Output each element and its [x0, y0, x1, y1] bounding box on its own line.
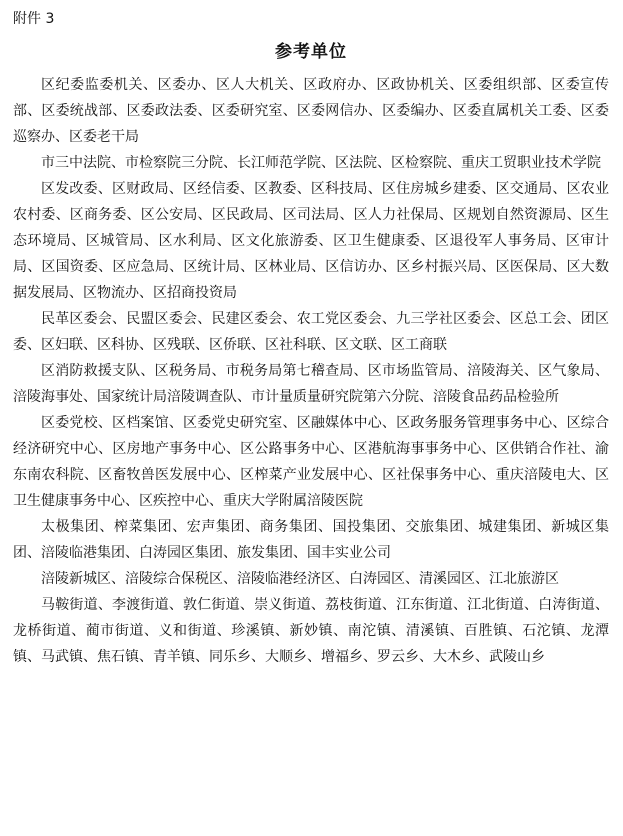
paragraph-courts-colleges: 市三中法院、市检察院三分院、长江师范学院、区法院、区检察院、重庆工贸职业技术学院 [41, 155, 601, 171]
paragraph-government-departments: 区发改委、区财政局、区经信委、区教委、区科技局、区住房城乡建委、区交通局、区农业农村委、区商务委、区公安局、区民政局、区司法局、区人力社保局、区规划自然资源局、区生态环境局、区城管局、区水利局、区文化旅游委、区卫生健康委、区退役军人事务局、区审计局、区国资委、区应急局、区统计局、区林业局、区信访办、区乡村振兴局、区医保局、区大数据发展局、区物流办、区招商投资局 [13, 181, 609, 301]
paragraph-vertical-agencies: 区消防救援支队、区税务局、市税务局第七稽查局、区市场监管局、涪陵海关、区气象局、涪陵海事处、国家统计局涪陵调查队、市计量质量研究院第六分院、涪陵食品药品检验所 [13, 363, 609, 405]
paragraph-zones: 涪陵新城区、涪陵综合保税区、涪陵临港经济区、白涛园区、清溪园区、江北旅游区 [41, 571, 559, 587]
paragraph-state-enterprises: 太极集团、榨菜集团、宏声集团、商务集团、国投集团、交旅集团、城建集团、新城区集团、涪陵临港集团、白涛园区集团、旅发集团、国丰实业公司 [13, 519, 609, 561]
paragraph-party-organs: 区纪委监委机关、区委办、区人大机关、区政府办、区政协机关、区委组织部、区委宣传部、区委统战部、区委政法委、区委研究室、区委网信办、区委编办、区委直属机关工委、区委巡察办、区委老干局 [13, 77, 609, 145]
paragraph-public-institutions: 区委党校、区档案馆、区委党史研究室、区融媒体中心、区政务服务管理事务中心、区综合经济研究中心、区房地产事务中心、区公路事务中心、区港航海事事务中心、区供销合作社、渝东南农科院、区畜牧兽医发展中心、区榨菜产业发展中心、区社保事务中心、重庆涪陵电大、区卫生健康事务中心、区疾控中心、重庆大学附属涪陵医院 [13, 415, 609, 509]
paragraph-towns-streets: 马鞍街道、李渡街道、敦仁街道、崇义街道、荔枝街道、江东街道、江北街道、白涛街道、龙桥街道、蔺市街道、义和街道、珍溪镇、新妙镇、南沱镇、清溪镇、百胜镇、石沱镇、龙潭镇、马武镇、焦石镇、青羊镇、同乐乡、大顺乡、增福乡、罗云乡、大木乡、武陵山乡 [13, 597, 609, 665]
page-title: 参考单位 [275, 42, 347, 62]
paragraph-parties-groups: 民革区委会、民盟区委会、民建区委会、农工党区委会、九三学社区委会、区总工会、团区委、区妇联、区科协、区残联、区侨联、区社科联、区文联、区工商联 [13, 311, 609, 353]
attachment-label: 附件 3 [13, 11, 55, 27]
